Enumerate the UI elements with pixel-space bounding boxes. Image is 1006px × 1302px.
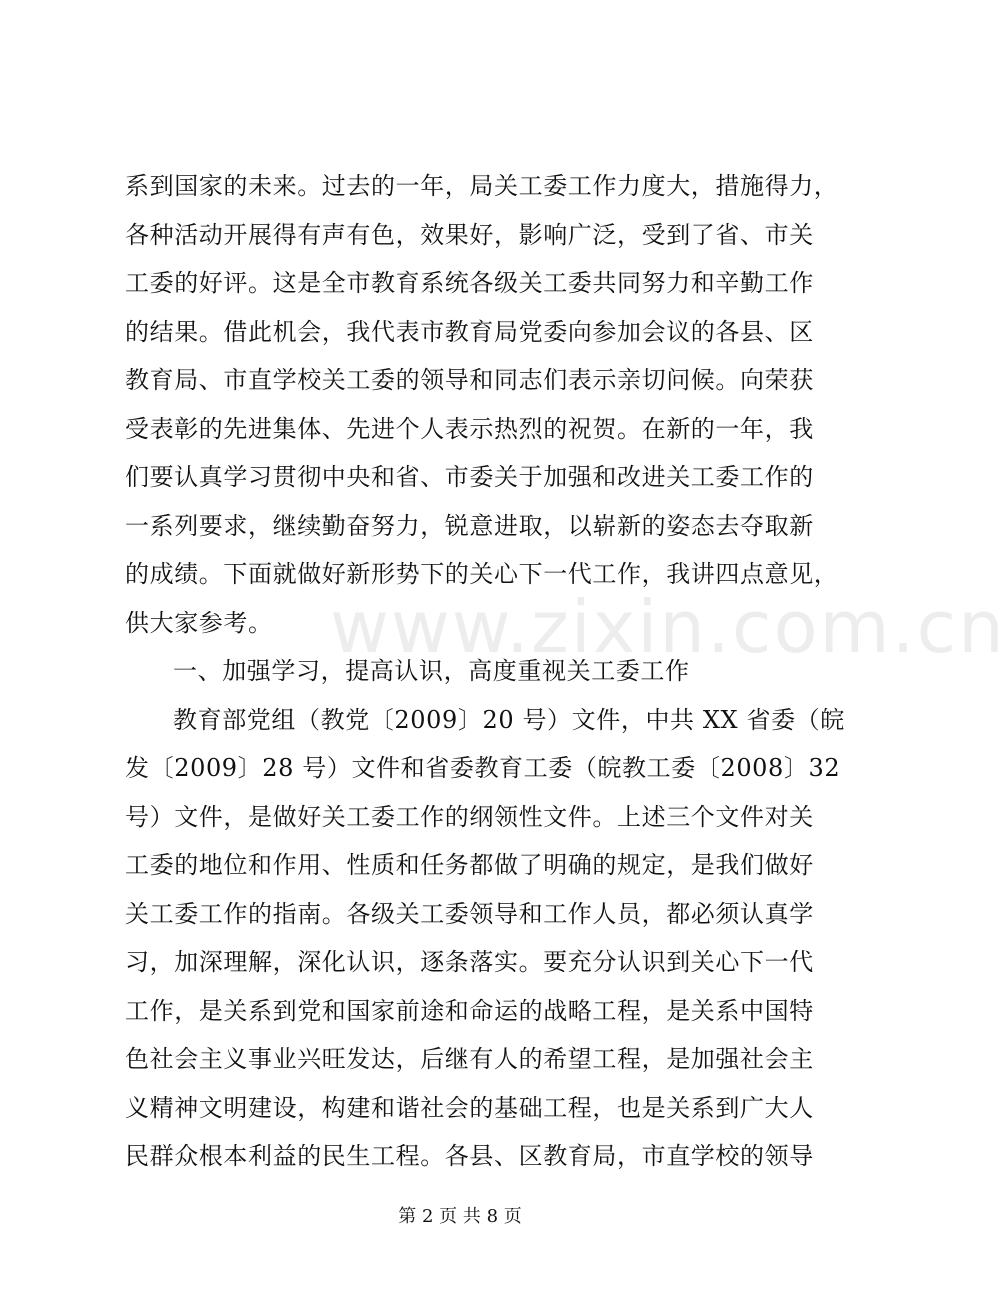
text-line: 发〔2009〕28 号）文件和省委教育工委（皖教工委〔2008〕32 xyxy=(125,754,841,782)
text-line: 一系列要求，继续勤奋努力，锐意进取，以崭新的姿态去夺取新 xyxy=(125,511,814,540)
text-line: 一、加强学习，提高认识，高度重视关工委工作 xyxy=(173,657,690,685)
text-line: 教育部党组（教党〔2009〕20 号）文件，中共 XX 省委（皖 xyxy=(173,705,845,734)
text-line: 关工委工作的指南。各级关工委领导和工作人员，都必须认真学 xyxy=(125,899,814,928)
text-line: 的结果。借此机会，我代表市教育局党委向参加会议的各县、区 xyxy=(125,317,814,346)
text-line: 的成绩。下面就做好新形势下的关心下一代工作，我讲四点意见， xyxy=(125,560,839,588)
text-line: 号）文件，是做好关工委工作的纲领性文件。上述三个文件对关 xyxy=(125,802,814,831)
text-line: 受表彰的先进集体、先进个人表示热烈的祝贺。在新的一年，我 xyxy=(125,414,814,443)
text-line: 工委的地位和作用、性质和任务都做了明确的规定，是我们做好 xyxy=(125,851,814,879)
text-line: 民群众根本利益的民生工程。各县、区教育局，市直学校的领导 xyxy=(125,1142,814,1170)
text-line: 系到国家的未来。过去的一年，局关工委工作力度大，措施得力， xyxy=(125,172,839,200)
watermark: www.zixin.com.cn xyxy=(330,585,1006,669)
page-footer: 第 2 页 共 8 页 xyxy=(398,1206,522,1227)
text-line: 各种活动开展得有声有色，效果好，影响广泛，受到了省、市关 xyxy=(125,220,814,249)
text-line: 工委的好评。这是全市教育系统各级关工委共同努力和辛勤工作 xyxy=(125,269,814,297)
document-body xyxy=(125,162,845,1181)
text-line: 色社会主义事业兴旺发达，后继有人的希望工程，是加强社会主 xyxy=(125,1045,814,1073)
text-line: 工作，是关系到党和国家前途和命运的战略工程，是关系中国特 xyxy=(125,996,814,1025)
text-line: 习，加深理解，深化认识，逐条落实。要充分认识到关心下一代 xyxy=(125,948,814,976)
text-line: 教育局、市直学校关工委的领导和同志们表示亲切问候。向荣获 xyxy=(125,366,814,394)
text-line: 义精神文明建设，构建和谐社会的基础工程，也是关系到广大人 xyxy=(125,1093,814,1122)
text-line: 们要认真学习贯彻中央和省、市委关于加强和改进关工委工作的 xyxy=(125,463,814,491)
text-line: 供大家参考。 xyxy=(125,608,273,637)
